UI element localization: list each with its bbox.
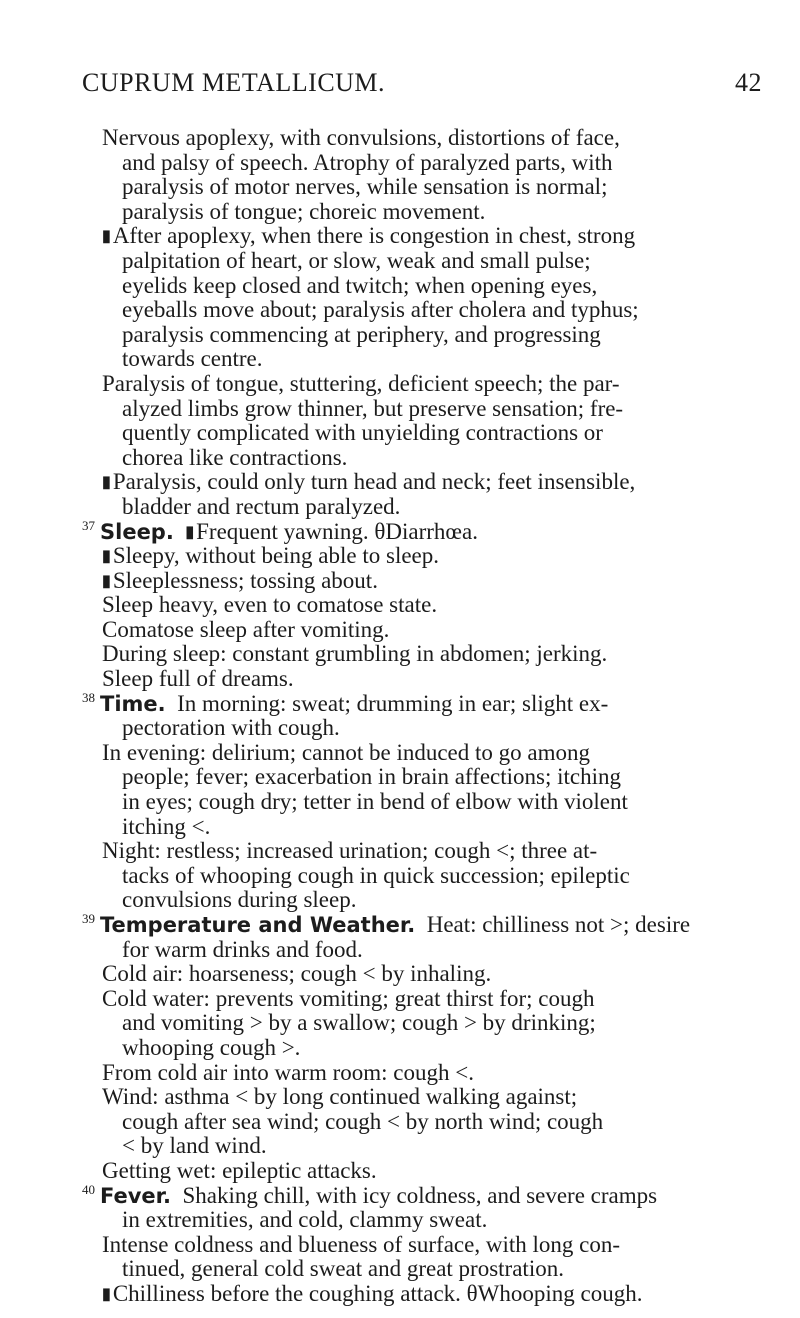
text-line (82, 274, 772, 299)
line-text: Nervous apoplexy, with convulsions, distortions of face, (102, 125, 620, 150)
text-line (82, 470, 772, 495)
section-heading-line (82, 913, 772, 938)
line-text: bladder and rectum paralyzed. (122, 493, 401, 519)
text-line (82, 421, 772, 446)
line-text: Shaking chill, with icy coldness, and severe cramps (182, 1182, 658, 1208)
page-body (82, 126, 772, 1307)
text-line (82, 224, 772, 249)
line-text: Heat: chilliness not >; desire (426, 912, 691, 937)
text-line (82, 298, 772, 323)
running-header (82, 68, 762, 108)
line-text: During sleep: constant grumbling in abdomen; jerking. (102, 641, 608, 667)
text-line (82, 987, 772, 1012)
text-line (82, 765, 772, 790)
section-number: 37 (82, 517, 95, 533)
section-number: 40 (82, 1181, 95, 1197)
line-text: Frequent yawning. θDiarrhœa. (196, 518, 478, 544)
page-title: CUPRUM METALLICUM. (82, 68, 386, 97)
text-line (82, 200, 772, 225)
page-number: 42 (735, 68, 762, 97)
text-line (82, 839, 772, 864)
text-line (82, 126, 772, 151)
line-text: Cold water: prevents vomiting; great thirst for; cough (102, 985, 595, 1011)
text-line (82, 1134, 772, 1159)
text-line (82, 151, 772, 176)
line-text: quently complicated with unyielding contractions or (122, 420, 603, 446)
emphasis-bullet-icon: ▮ (102, 1285, 111, 1303)
text-line (82, 938, 772, 963)
section-title: Time. (100, 691, 166, 716)
text-line (82, 667, 772, 692)
text-line (82, 1085, 772, 1110)
section-heading-line (82, 1181, 772, 1209)
line-text: From cold air into warm room: cough <. (102, 1059, 474, 1085)
line-text: Getting wet: epileptic attacks. (102, 1157, 377, 1183)
text-line (82, 1159, 772, 1184)
text-line (82, 372, 772, 397)
text-line (82, 495, 772, 520)
line-text: In morning: sweat; drumming in ear; slight ex- (177, 690, 609, 716)
line-text: itching <. (122, 813, 211, 839)
emphasis-bullet-icon: ▮ (102, 548, 111, 566)
line-text: pectoration with cough. (122, 715, 340, 741)
line-text: for warm drinks and food. (122, 936, 363, 962)
section-title: Temperature and Weather. (100, 913, 416, 937)
section-heading-line (82, 517, 772, 545)
line-text: towards centre. (122, 346, 263, 372)
line-text: and palsy of speech. Atrophy of paralyzed parts, with (122, 149, 613, 175)
text-line (82, 1257, 772, 1282)
line-text: in extremities, and cold, clammy sweat. (122, 1207, 488, 1233)
text-line (82, 642, 772, 667)
line-text: in eyes; cough dry; tetter in bend of elbow with violent (122, 789, 628, 815)
line-text: people; fever; exacerbation in brain affections; itching (122, 764, 621, 790)
text-line (82, 1110, 772, 1135)
text-line (82, 544, 772, 569)
line-text: Chilliness before the coughing attack. θWhooping cough. (112, 1280, 643, 1306)
line-text: alyzed limbs grow thinner, but preserve sensation; fre- (122, 395, 624, 421)
text-line (82, 1036, 772, 1061)
emphasis-bullet-icon: ▮ (102, 572, 111, 590)
line-text: Wind: asthma < by long continued walking against; (102, 1084, 578, 1110)
text-line (82, 593, 772, 618)
emphasis-bullet-icon: ▮ (102, 228, 111, 246)
section-title: Fever. (100, 1183, 172, 1208)
line-text: Sleeplessness; tossing about. (112, 567, 378, 593)
text-line (82, 716, 772, 741)
text-line (82, 569, 772, 594)
line-text: cough after sea wind; cough < by north wind; cough (122, 1108, 604, 1134)
text-line (82, 323, 772, 348)
text-line (82, 175, 772, 200)
text-line (82, 1011, 772, 1036)
line-text: Sleep full of dreams. (102, 666, 294, 692)
text-line (82, 1233, 772, 1258)
text-line (82, 347, 772, 372)
text-line (82, 1208, 772, 1233)
line-text: eyeballs move about; paralysis after cholera and typhus; (122, 297, 639, 323)
line-text: whooping cough >. (122, 1034, 301, 1060)
text-line (82, 962, 772, 987)
line-text: Paralysis of tongue, stuttering, deficient speech; the par- (102, 370, 620, 396)
text-line (82, 864, 772, 889)
line-text: and vomiting > by a swallow; cough > by drinking; (122, 1010, 596, 1036)
line-text: chorea like contractions. (122, 444, 348, 470)
text-line (82, 446, 772, 471)
line-text: eyelids keep closed and twitch; when opening eyes, (122, 272, 598, 298)
text-line (82, 249, 772, 274)
line-text: Sleepy, without being able to sleep. (112, 543, 440, 569)
line-text: Paralysis, could only turn head and neck; feet insensible, (112, 469, 636, 495)
line-text: palpitation of heart, or slow, weak and small pulse; (122, 247, 591, 273)
line-text: < by land wind. (122, 1133, 267, 1159)
text-line (82, 1282, 772, 1307)
line-text: tacks of whooping cough in quick succession; epileptic (122, 862, 630, 888)
line-text: Comatose sleep after vomiting. (102, 616, 390, 642)
line-text: After apoplexy, when there is congestion in chest, strong (112, 223, 636, 249)
emphasis-bullet-icon: ▮ (102, 474, 111, 492)
text-line (82, 888, 772, 913)
line-text: Sleep heavy, even to comatose state. (102, 592, 438, 618)
line-text: paralysis of tongue; choreic movement. (122, 198, 486, 224)
section-heading-line (82, 689, 772, 717)
section-title: Sleep. (100, 519, 174, 544)
line-text: In evening: delirium; cannot be induced to go among (102, 739, 590, 765)
text-line (82, 815, 772, 840)
line-text: paralysis of motor nerves, while sensation is normal; (122, 174, 608, 200)
line-text: paralysis commencing at periphery, and progressing (122, 321, 601, 347)
section-number: 39 (82, 911, 95, 926)
emphasis-bullet-icon: ▮ (185, 523, 195, 541)
line-text: Cold air: hoarseness; cough < by inhaling. (102, 961, 492, 987)
section-number: 38 (82, 689, 95, 705)
text-line (82, 790, 772, 815)
line-text: tinued, general cold sweat and great prostration. (122, 1256, 564, 1282)
line-text: convulsions during sleep. (122, 887, 357, 913)
text-line (82, 618, 772, 643)
line-text: Night: restless; increased urination; cough <; three at- (102, 838, 598, 864)
text-line (82, 1061, 772, 1086)
text-line (82, 397, 772, 422)
line-text: Intense coldness and blueness of surface, with long con- (102, 1231, 620, 1257)
text-line (82, 741, 772, 766)
